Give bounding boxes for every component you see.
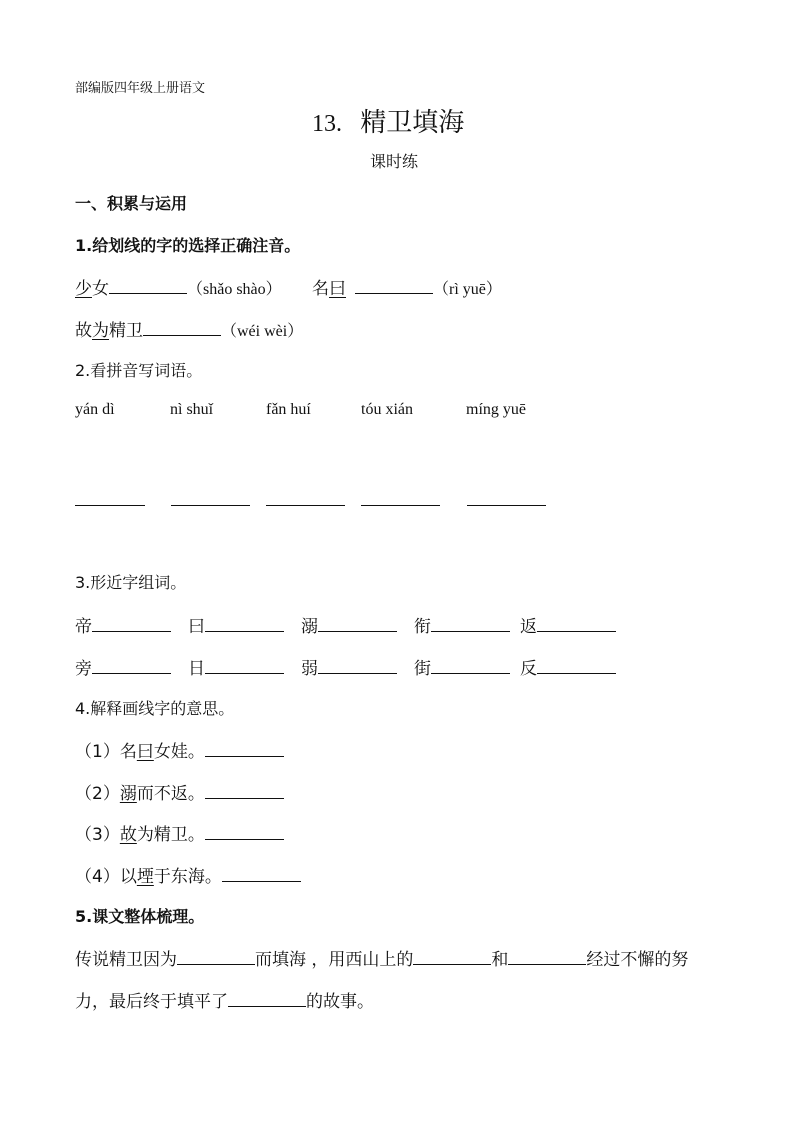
item-number: （3） (75, 825, 120, 845)
item-number: （4） (75, 867, 120, 887)
q1-item-text: 精卫 (109, 321, 143, 341)
answer-blank[interactable] (413, 950, 491, 965)
q1-item-3 (75, 316, 303, 341)
pinyin-word-3: fǎn huí (266, 401, 311, 418)
question-1-title: 1.给划线的字的选择正确注音。 (75, 236, 301, 255)
item-number: （2） (75, 784, 120, 804)
q4-item-1 (75, 737, 284, 762)
lesson-subtitle: 课时练 (370, 152, 419, 171)
q4-item-3 (75, 820, 284, 845)
pinyin-word-1: yán dì (75, 401, 115, 418)
question-2-title: 2.看拼音写词语。 (75, 361, 203, 380)
question-3-title: 3.形近字组词。 (75, 573, 187, 592)
char: 返 (520, 617, 537, 637)
answer-blank[interactable] (318, 659, 397, 674)
answer-blank[interactable] (431, 617, 510, 632)
answer-blank[interactable] (205, 742, 284, 757)
answer-blank[interactable] (431, 659, 510, 674)
char: 反 (520, 659, 537, 679)
q5-text: 传说精卫因为 (75, 950, 177, 970)
answer-line[interactable] (361, 505, 440, 506)
answer-blank[interactable] (228, 992, 306, 1007)
q4-item-text: 名 (119, 742, 137, 762)
char: 帝 (75, 617, 92, 637)
pinyin-options: （wéi wèi） (221, 323, 304, 340)
q5-text: 而填海 ，用西山上的 (255, 950, 414, 970)
q3-row-1 (75, 612, 616, 637)
q4-item-text: 以 (119, 867, 137, 887)
lesson-title (312, 102, 464, 139)
q4-item-text: 为精卫。 (136, 825, 205, 845)
answer-blank[interactable] (537, 617, 616, 632)
char: 衔 (414, 617, 431, 637)
q5-text: 力，最后终于填平了 (75, 992, 228, 1012)
question-5-title: 5.课文整体梳理。 (75, 907, 205, 926)
pinyin-word-4: tóu xián (361, 401, 413, 418)
q4-item-text: 于东海。 (153, 867, 222, 887)
answer-blank[interactable] (205, 659, 284, 674)
section-heading: 一、积累与运用 (75, 194, 188, 213)
item-number: （1） (75, 742, 120, 762)
question-4-title: 4.解释画线字的意思。 (75, 699, 235, 718)
answer-blank[interactable] (92, 659, 171, 674)
pinyin-options: （rì yuē） (433, 281, 502, 298)
char: 旁 (75, 659, 92, 679)
answer-line[interactable] (266, 505, 345, 506)
q1-item-text: 故 (75, 321, 92, 341)
char: 街 (414, 659, 431, 679)
answer-blank[interactable] (222, 867, 301, 882)
q1-item-text: 女 (92, 279, 109, 299)
answer-blank[interactable] (92, 617, 171, 632)
q1-item-2 (312, 274, 502, 299)
q5-line-2 (75, 987, 374, 1012)
answer-blank[interactable] (205, 784, 284, 799)
answer-line[interactable] (171, 505, 250, 506)
char: 弱 (301, 659, 318, 679)
q5-text: 的故事。 (306, 992, 374, 1012)
q3-row-2 (75, 654, 616, 679)
underlined-char: 故 (119, 825, 137, 845)
char: 曰 (188, 617, 205, 637)
q5-text: 经过不懈的努 (586, 950, 689, 970)
underlined-char: 曰 (329, 279, 346, 299)
char: 溺 (301, 617, 318, 637)
lesson-title-text: 精卫填海 (360, 108, 465, 138)
char: 日 (188, 659, 205, 679)
answer-blank[interactable] (508, 950, 586, 965)
answer-line[interactable] (75, 505, 145, 506)
q4-item-2 (75, 779, 284, 804)
answer-blank[interactable] (318, 617, 397, 632)
underlined-char: 少 (75, 279, 92, 299)
q4-item-4 (75, 862, 301, 887)
underlined-char: 溺 (119, 784, 137, 804)
answer-blank[interactable] (109, 279, 187, 294)
underlined-char: 堙 (136, 867, 154, 887)
answer-blank[interactable] (177, 950, 255, 965)
grade-label: 部编版四年级上册语文 (75, 81, 206, 96)
answer-blank[interactable] (537, 659, 616, 674)
pinyin-options: （shǎo shào） (187, 281, 282, 298)
answer-blank[interactable] (143, 321, 221, 336)
q4-item-text: 女娃。 (153, 742, 205, 762)
q1-item-1 (75, 274, 282, 299)
answer-blank[interactable] (355, 279, 433, 294)
q5-text: 和 (491, 950, 509, 970)
answer-blank[interactable] (205, 617, 284, 632)
underlined-char: 为 (92, 321, 109, 341)
pinyin-word-2: nì shuǐ (170, 401, 214, 418)
q5-line-1 (75, 945, 688, 970)
answer-line[interactable] (467, 505, 546, 506)
answer-blank[interactable] (205, 825, 284, 840)
q4-item-text: 而不返。 (136, 784, 205, 804)
lesson-number: 13. (312, 111, 342, 137)
pinyin-word-5: míng yuē (466, 401, 526, 418)
underlined-char: 曰 (136, 742, 154, 762)
q1-item-text: 名 (312, 279, 329, 299)
